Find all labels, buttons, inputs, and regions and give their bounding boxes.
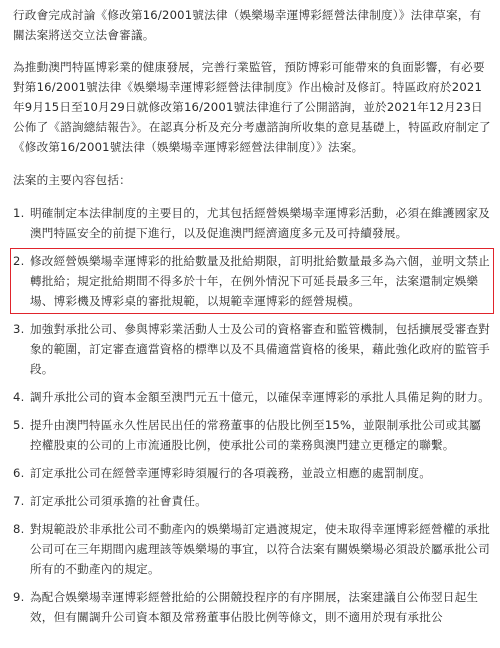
- list-item: [13, 415, 491, 455]
- item-number: 5.: [13, 418, 25, 432]
- list-item: [13, 519, 491, 579]
- list-item-highlighted: [13, 251, 491, 311]
- item-number: 7.: [13, 494, 25, 508]
- item-number: 9.: [13, 590, 25, 604]
- section-heading: 法案的主要內容包括：: [13, 173, 131, 187]
- item-number: 2.: [13, 254, 25, 268]
- item-text: 加強對承批公司、參與博彩業活動人士及公司的資格審查和監管機制，包括擴展受審查對象的範圍，訂定審查適當資格的標準以及不具備適當資格的後果，藉此強化政府的監管手段。: [30, 322, 490, 376]
- item-text: 明確制定本法律制度的主要目的，尤其包括經營娛樂場幸運博彩活動，必須在維護國家及澳門特區安全的前提下進行，以及促進澳門經濟適度多元及可持續發展。: [30, 206, 490, 240]
- list-item: [13, 319, 491, 379]
- list-item: [13, 463, 491, 483]
- item-text: 訂定承批公司須承擔的社會責任。: [30, 494, 207, 508]
- item-text: 為配合娛樂場幸運博彩經營批給的公開競投程序的有序開展，法案建議自公佈翌日起生效，但有關調升公司資本額及常務董事佔股比例等條文，則不適用於現有承批公: [30, 590, 479, 624]
- item-number: 1.: [13, 206, 25, 220]
- content-list: [13, 203, 491, 627]
- item-text: 對規範設於非承批公司不動產內的娛樂場訂定過渡規定，使未取得幸運博彩經營權的承批公司可在三年期間內處理該等娛樂場的事宜，以符合法案有關娛樂場必須設於屬承批公司所有的不動產內的規定。: [30, 522, 490, 576]
- list-item: [13, 491, 491, 511]
- item-text: 訂定承批公司在經營幸運博彩時須履行的各項義務，並設立相應的處罰制度。: [30, 466, 431, 480]
- background-paragraph: 為推動澳門特區博彩業的健康發展，完善行業監管，預防博彩可能帶來的負面影響，有必要對第16/2001號法律《娛樂場幸運博彩經營法律制度》作出檢討及修訂。特區政府於2021年9月15日至10月29日就修改第16/2001號法律進行了公開諮詢，並於2021年12月23日公佈了《諮詢總結報告》。在認真分析及充分考慮諮詢所收集的意見基礎上，特區政府制定了《修改第16/2001號法律（娛樂場幸運博彩經營法律制度）》法案。: [13, 60, 491, 154]
- item-number: 3.: [13, 322, 25, 336]
- list-item: [13, 203, 491, 243]
- item-number: 8.: [13, 522, 25, 536]
- intro-paragraph: 行政會完成討論《修改第16/2001號法律（娛樂場幸運博彩經營法律制度）》法律草案，有關法案將送交立法會審議。: [13, 8, 482, 42]
- list-item: [13, 587, 491, 627]
- item-number: 4.: [13, 390, 25, 404]
- list-item: [13, 387, 491, 407]
- item-text: 調升承批公司的資本金額至澳門元五十億元，以確保幸運博彩的承批人具備足夠的財力。: [30, 390, 490, 404]
- item-text: 提升由澳門特區永久性居民出任的常務董事的佔股比例至15%，並限制承批公司或其屬控權股東的公司的上市流通股比例，使承批公司的業務與澳門建立更穩定的聯繫。: [30, 418, 481, 452]
- item-text: 修改經營娛樂場幸運博彩的批給數量及批給期限，訂明批給數量最多為六個，並明文禁止轉批給；規定批給期間不得多於十年，在例外情況下可延長最多三年，法案還制定娛樂場、博彩機及博彩桌的審批規範，以規範幸運博彩的經營規模。: [30, 254, 490, 308]
- item-number: 6.: [13, 466, 25, 480]
